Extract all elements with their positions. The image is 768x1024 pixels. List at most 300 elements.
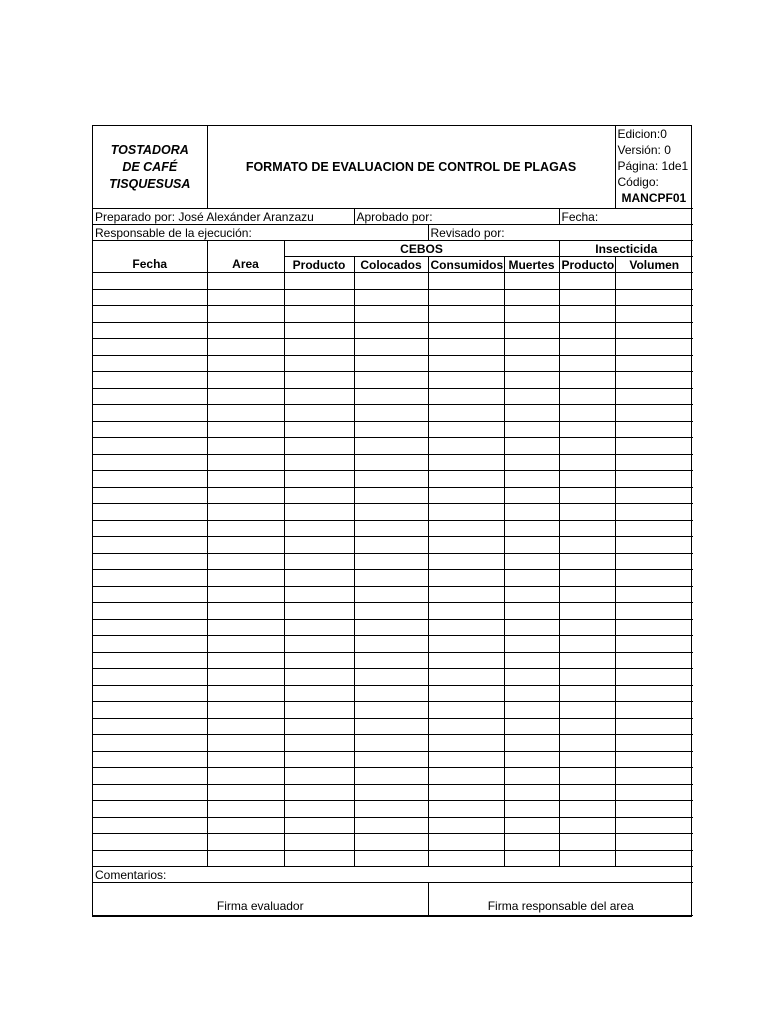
table-cell[interactable] <box>354 702 428 719</box>
table-cell[interactable] <box>93 801 207 818</box>
signature-row <box>93 883 693 916</box>
table-cell[interactable] <box>615 355 693 372</box>
table-cell[interactable] <box>93 751 207 768</box>
table-cell[interactable] <box>284 751 354 768</box>
table-cell[interactable] <box>559 801 615 818</box>
table-cell[interactable] <box>207 751 284 768</box>
table-cell[interactable] <box>559 817 615 834</box>
table-cell[interactable] <box>559 487 615 504</box>
table-cell[interactable] <box>207 355 284 372</box>
table-cell[interactable] <box>207 702 284 719</box>
table-cell[interactable] <box>615 454 693 471</box>
table-cell[interactable] <box>284 652 354 669</box>
table-cell[interactable] <box>428 570 504 587</box>
table-cell[interactable] <box>284 355 354 372</box>
table-cell[interactable] <box>354 438 428 455</box>
table-cell[interactable] <box>354 306 428 323</box>
table-cell[interactable] <box>504 685 559 702</box>
table-cell[interactable] <box>615 603 693 620</box>
table-cell[interactable] <box>93 355 207 372</box>
table-cell[interactable] <box>428 504 504 521</box>
table-cell[interactable] <box>284 405 354 422</box>
table-cell[interactable] <box>615 504 693 521</box>
table-cell[interactable] <box>559 372 615 389</box>
table-cell[interactable] <box>93 388 207 405</box>
table-cell[interactable] <box>354 801 428 818</box>
table-cell[interactable] <box>428 702 504 719</box>
table-cell[interactable] <box>354 669 428 686</box>
table-cell[interactable] <box>207 652 284 669</box>
table-cell[interactable] <box>615 405 693 422</box>
table-cell[interactable] <box>207 421 284 438</box>
table-cell[interactable] <box>207 850 284 867</box>
table-cell[interactable] <box>354 537 428 554</box>
table-cell[interactable] <box>284 471 354 488</box>
table-cell[interactable] <box>284 702 354 719</box>
table-cell[interactable] <box>559 421 615 438</box>
table-cell[interactable] <box>615 850 693 867</box>
table-row <box>93 372 693 389</box>
table-cell[interactable] <box>207 504 284 521</box>
table-cell[interactable] <box>559 784 615 801</box>
table-cell[interactable] <box>93 784 207 801</box>
table-cell[interactable] <box>93 834 207 851</box>
table-cell[interactable] <box>428 850 504 867</box>
table-cell[interactable] <box>93 520 207 537</box>
table-cell[interactable] <box>93 586 207 603</box>
table-cell[interactable] <box>354 718 428 735</box>
table-cell[interactable] <box>93 553 207 570</box>
table-cell[interactable] <box>428 273 504 290</box>
preparado-field[interactable]: Preparado por: José Alexánder Aranzazu <box>93 209 354 225</box>
table-cell[interactable] <box>354 421 428 438</box>
table-cell[interactable] <box>615 487 693 504</box>
table-cell[interactable] <box>615 669 693 686</box>
table-cell[interactable] <box>93 487 207 504</box>
table-cell[interactable] <box>428 751 504 768</box>
table-cell[interactable] <box>504 619 559 636</box>
table-row <box>93 454 693 471</box>
table-cell[interactable] <box>428 817 504 834</box>
table-cell[interactable] <box>504 751 559 768</box>
table-cell[interactable] <box>284 504 354 521</box>
table-cell[interactable] <box>93 735 207 752</box>
table-cell[interactable] <box>284 438 354 455</box>
table-cell[interactable] <box>428 834 504 851</box>
table-cell[interactable] <box>207 322 284 339</box>
table-cell[interactable] <box>559 339 615 356</box>
table-cell[interactable] <box>207 718 284 735</box>
table-cell[interactable] <box>615 652 693 669</box>
table-cell[interactable] <box>615 801 693 818</box>
table-cell[interactable] <box>428 438 504 455</box>
table-cell[interactable] <box>504 504 559 521</box>
table-cell[interactable] <box>615 735 693 752</box>
table-cell[interactable] <box>207 487 284 504</box>
table-cell[interactable] <box>428 801 504 818</box>
table-cell[interactable] <box>504 817 559 834</box>
table-cell[interactable] <box>615 834 693 851</box>
table-cell[interactable] <box>559 735 615 752</box>
table-cell[interactable] <box>428 768 504 785</box>
table-cell[interactable] <box>354 784 428 801</box>
table-cell[interactable] <box>559 471 615 488</box>
table-cell[interactable] <box>93 438 207 455</box>
table-cell[interactable] <box>428 537 504 554</box>
table-cell[interactable] <box>354 735 428 752</box>
table-cell[interactable] <box>559 504 615 521</box>
table-cell[interactable] <box>504 784 559 801</box>
table-cell[interactable] <box>93 570 207 587</box>
aprobado-field[interactable]: Aprobado por: <box>354 209 559 225</box>
table-cell[interactable] <box>559 636 615 653</box>
table-cell[interactable] <box>284 619 354 636</box>
table-cell[interactable] <box>559 652 615 669</box>
table-cell[interactable] <box>93 421 207 438</box>
table-cell[interactable] <box>559 751 615 768</box>
table-cell[interactable] <box>504 652 559 669</box>
table-cell[interactable] <box>428 339 504 356</box>
table-cell[interactable] <box>615 438 693 455</box>
table-cell[interactable] <box>504 702 559 719</box>
table-cell[interactable] <box>559 537 615 554</box>
fecha-field[interactable]: Fecha: <box>559 209 693 225</box>
table-cell[interactable] <box>615 339 693 356</box>
table-cell[interactable] <box>428 372 504 389</box>
table-cell[interactable] <box>93 322 207 339</box>
table-cell[interactable] <box>207 405 284 422</box>
table-cell[interactable] <box>504 273 559 290</box>
table-cell[interactable] <box>93 372 207 389</box>
table-cell[interactable] <box>354 504 428 521</box>
table-cell[interactable] <box>93 669 207 686</box>
table-cell[interactable] <box>354 751 428 768</box>
table-cell[interactable] <box>284 289 354 306</box>
table-cell[interactable] <box>207 273 284 290</box>
table-cell[interactable] <box>559 718 615 735</box>
table-cell[interactable] <box>354 850 428 867</box>
table-cell[interactable] <box>354 487 428 504</box>
table-cell[interactable] <box>615 817 693 834</box>
table-cell[interactable] <box>504 388 559 405</box>
table-cell[interactable] <box>93 685 207 702</box>
table-cell[interactable] <box>93 603 207 620</box>
table-cell[interactable] <box>284 487 354 504</box>
table-cell[interactable] <box>559 834 615 851</box>
table-cell[interactable] <box>559 570 615 587</box>
table-row <box>93 751 693 768</box>
table-cell[interactable] <box>284 784 354 801</box>
table-cell[interactable] <box>93 850 207 867</box>
table-cell[interactable] <box>284 553 354 570</box>
table-cell[interactable] <box>93 339 207 356</box>
table-cell[interactable] <box>504 586 559 603</box>
table-cell[interactable] <box>428 405 504 422</box>
table-cell[interactable] <box>284 388 354 405</box>
table-cell[interactable] <box>284 273 354 290</box>
table-cell[interactable] <box>428 553 504 570</box>
table-cell[interactable] <box>284 603 354 620</box>
table-cell[interactable] <box>284 520 354 537</box>
table-cell[interactable] <box>354 339 428 356</box>
table-cell[interactable] <box>207 289 284 306</box>
table-cell[interactable] <box>207 619 284 636</box>
table-cell[interactable] <box>284 421 354 438</box>
table-cell[interactable] <box>504 570 559 587</box>
table-cell[interactable] <box>428 322 504 339</box>
table-cell[interactable] <box>354 603 428 620</box>
table-cell[interactable] <box>559 405 615 422</box>
table-cell[interactable] <box>428 735 504 752</box>
table-cell[interactable] <box>207 801 284 818</box>
table-cell[interactable] <box>504 454 559 471</box>
table-cell[interactable] <box>428 520 504 537</box>
table-cell[interactable] <box>615 306 693 323</box>
table-cell[interactable] <box>284 454 354 471</box>
table-cell[interactable] <box>354 570 428 587</box>
table-cell[interactable] <box>207 537 284 554</box>
table-cell[interactable] <box>504 421 559 438</box>
table-cell[interactable] <box>207 784 284 801</box>
table-cell[interactable] <box>93 471 207 488</box>
table-cell[interactable] <box>559 306 615 323</box>
table-cell[interactable] <box>615 636 693 653</box>
table-cell[interactable] <box>615 685 693 702</box>
table-cell[interactable] <box>354 652 428 669</box>
table-cell[interactable] <box>615 619 693 636</box>
table-cell[interactable] <box>504 355 559 372</box>
table-cell[interactable] <box>354 817 428 834</box>
table-cell[interactable] <box>93 306 207 323</box>
firma-evaluador-field[interactable]: Firma evaluador <box>93 883 428 916</box>
table-cell[interactable] <box>284 817 354 834</box>
table-cell[interactable] <box>284 537 354 554</box>
table-cell[interactable] <box>559 619 615 636</box>
table-cell[interactable] <box>207 768 284 785</box>
table-cell[interactable] <box>559 850 615 867</box>
table-cell[interactable] <box>615 421 693 438</box>
table-cell[interactable] <box>504 289 559 306</box>
table-cell[interactable] <box>284 801 354 818</box>
table-cell[interactable] <box>559 355 615 372</box>
table-cell[interactable] <box>93 405 207 422</box>
table-cell[interactable] <box>559 603 615 620</box>
table-cell[interactable] <box>428 636 504 653</box>
table-cell[interactable] <box>284 669 354 686</box>
table-cell[interactable] <box>615 586 693 603</box>
table-cell[interactable] <box>428 454 504 471</box>
table-cell[interactable] <box>207 735 284 752</box>
table-cell[interactable] <box>428 619 504 636</box>
table-cell[interactable] <box>93 273 207 290</box>
table-cell[interactable] <box>93 289 207 306</box>
table-cell[interactable] <box>615 520 693 537</box>
table-cell[interactable] <box>207 388 284 405</box>
table-cell[interactable] <box>284 339 354 356</box>
table-cell[interactable] <box>504 405 559 422</box>
table-cell[interactable] <box>354 289 428 306</box>
table-cell[interactable] <box>615 388 693 405</box>
table-cell[interactable] <box>428 784 504 801</box>
responsable-field[interactable]: Responsable de la ejecución: <box>93 225 428 241</box>
table-cell[interactable] <box>615 768 693 785</box>
table-cell[interactable] <box>504 768 559 785</box>
table-cell[interactable] <box>504 735 559 752</box>
table-cell[interactable] <box>615 702 693 719</box>
table-cell[interactable] <box>284 372 354 389</box>
table-cell[interactable] <box>504 603 559 620</box>
revisado-field[interactable]: Revisado por: <box>428 225 693 241</box>
table-cell[interactable] <box>559 669 615 686</box>
table-cell[interactable] <box>207 471 284 488</box>
table-cell[interactable] <box>354 471 428 488</box>
table-cell[interactable] <box>559 586 615 603</box>
table-cell[interactable] <box>559 289 615 306</box>
table-cell[interactable] <box>284 685 354 702</box>
table-cell[interactable] <box>93 619 207 636</box>
table-cell[interactable] <box>207 553 284 570</box>
comentarios-field[interactable]: Comentarios: <box>93 867 693 883</box>
table-cell[interactable] <box>504 520 559 537</box>
table-cell[interactable] <box>354 834 428 851</box>
table-cell[interactable] <box>284 834 354 851</box>
table-cell[interactable] <box>93 537 207 554</box>
table-cell[interactable] <box>354 355 428 372</box>
table-cell[interactable] <box>428 487 504 504</box>
table-cell[interactable] <box>504 801 559 818</box>
table-cell[interactable] <box>93 817 207 834</box>
table-cell[interactable] <box>284 768 354 785</box>
table-cell[interactable] <box>207 636 284 653</box>
table-cell[interactable] <box>207 817 284 834</box>
table-cell[interactable] <box>93 702 207 719</box>
table-cell[interactable] <box>504 322 559 339</box>
table-cell[interactable] <box>284 306 354 323</box>
table-cell[interactable] <box>354 520 428 537</box>
table-cell[interactable] <box>284 735 354 752</box>
table-cell[interactable] <box>504 850 559 867</box>
table-cell[interactable] <box>504 537 559 554</box>
table-cell[interactable] <box>284 570 354 587</box>
table-cell[interactable] <box>207 669 284 686</box>
table-cell[interactable] <box>93 652 207 669</box>
table-cell[interactable] <box>207 306 284 323</box>
table-cell[interactable] <box>559 685 615 702</box>
table-cell[interactable] <box>354 553 428 570</box>
table-cell[interactable] <box>284 718 354 735</box>
table-cell[interactable] <box>428 306 504 323</box>
table-cell[interactable] <box>428 669 504 686</box>
table-cell[interactable] <box>354 372 428 389</box>
table-cell[interactable] <box>504 487 559 504</box>
table-cell[interactable] <box>93 718 207 735</box>
table-cell[interactable] <box>207 834 284 851</box>
table-cell[interactable] <box>615 289 693 306</box>
table-cell[interactable] <box>615 784 693 801</box>
table-cell[interactable] <box>559 454 615 471</box>
table-cell[interactable] <box>207 372 284 389</box>
table-cell[interactable] <box>504 471 559 488</box>
table-cell[interactable] <box>615 322 693 339</box>
table-cell[interactable] <box>559 520 615 537</box>
table-cell[interactable] <box>615 553 693 570</box>
table-cell[interactable] <box>207 339 284 356</box>
table-cell[interactable] <box>615 570 693 587</box>
table-cell[interactable] <box>207 454 284 471</box>
table-cell[interactable] <box>428 355 504 372</box>
table-cell[interactable] <box>504 306 559 323</box>
table-cell[interactable] <box>207 570 284 587</box>
table-cell[interactable] <box>284 850 354 867</box>
table-cell[interactable] <box>615 718 693 735</box>
table-cell[interactable] <box>428 652 504 669</box>
table-cell[interactable] <box>354 768 428 785</box>
table-cell[interactable] <box>93 636 207 653</box>
table-cell[interactable] <box>504 834 559 851</box>
table-cell[interactable] <box>428 586 504 603</box>
table-cell[interactable] <box>504 372 559 389</box>
table-cell[interactable] <box>354 322 428 339</box>
table-cell[interactable] <box>615 372 693 389</box>
table-cell[interactable] <box>559 702 615 719</box>
table-cell[interactable] <box>559 388 615 405</box>
table-cell[interactable] <box>284 586 354 603</box>
table-cell[interactable] <box>504 438 559 455</box>
table-cell[interactable] <box>93 768 207 785</box>
table-cell[interactable] <box>354 273 428 290</box>
table-cell[interactable] <box>428 718 504 735</box>
table-cell[interactable] <box>615 751 693 768</box>
table-cell[interactable] <box>615 537 693 554</box>
table-cell[interactable] <box>207 438 284 455</box>
table-cell[interactable] <box>354 454 428 471</box>
table-cell[interactable] <box>559 273 615 290</box>
table-cell[interactable] <box>615 273 693 290</box>
table-cell[interactable] <box>428 471 504 488</box>
table-cell[interactable] <box>207 685 284 702</box>
table-cell[interactable] <box>428 421 504 438</box>
table-cell[interactable] <box>93 504 207 521</box>
table-cell[interactable] <box>559 553 615 570</box>
table-cell[interactable] <box>354 685 428 702</box>
table-cell[interactable] <box>93 454 207 471</box>
table-cell[interactable] <box>354 388 428 405</box>
table-cell[interactable] <box>428 388 504 405</box>
table-cell[interactable] <box>504 636 559 653</box>
table-cell[interactable] <box>559 322 615 339</box>
table-cell[interactable] <box>428 289 504 306</box>
table-cell[interactable] <box>504 339 559 356</box>
firma-responsable-field[interactable]: Firma responsable del area <box>428 883 693 916</box>
table-cell[interactable] <box>615 471 693 488</box>
table-cell[interactable] <box>284 636 354 653</box>
table-cell[interactable] <box>559 438 615 455</box>
table-cell[interactable] <box>207 520 284 537</box>
table-cell[interactable] <box>428 685 504 702</box>
table-cell[interactable] <box>428 603 504 620</box>
table-cell[interactable] <box>504 718 559 735</box>
table-cell[interactable] <box>207 586 284 603</box>
table-cell[interactable] <box>354 619 428 636</box>
table-cell[interactable] <box>354 586 428 603</box>
table-cell[interactable] <box>207 603 284 620</box>
table-cell[interactable] <box>354 405 428 422</box>
table-cell[interactable] <box>354 636 428 653</box>
table-cell[interactable] <box>504 669 559 686</box>
table-cell[interactable] <box>504 553 559 570</box>
table-cell[interactable] <box>559 768 615 785</box>
table-cell[interactable] <box>284 322 354 339</box>
